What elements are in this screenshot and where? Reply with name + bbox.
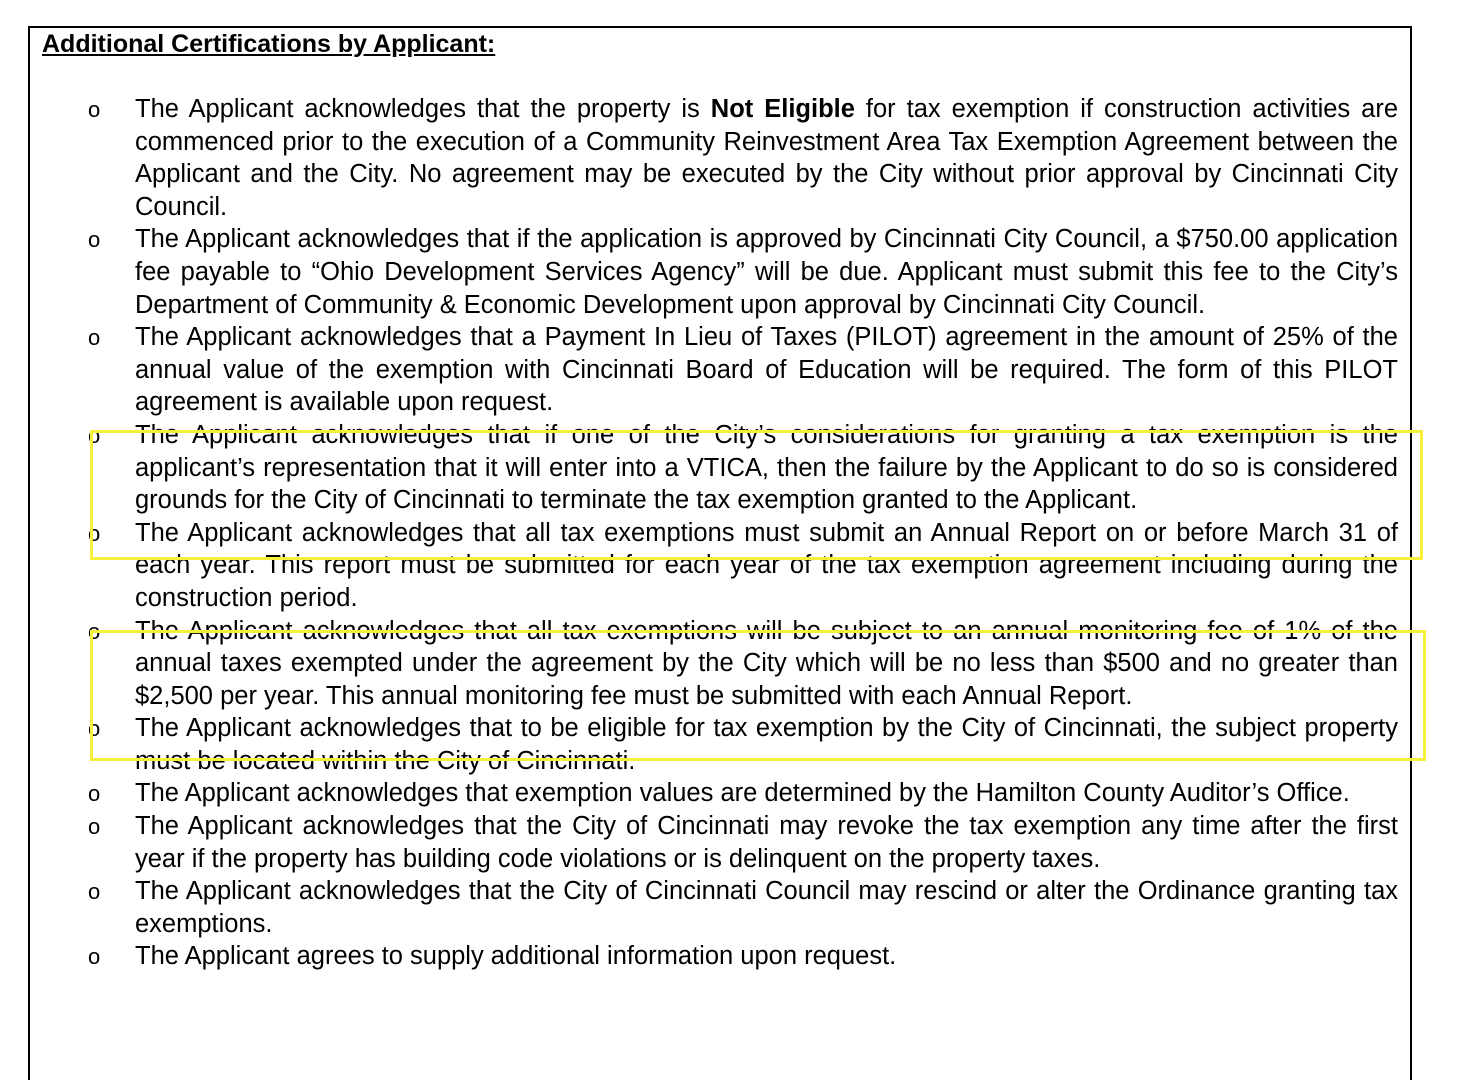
bullet-icon: o (88, 325, 101, 351)
list-item-text: The Applicant acknowledges that the City of Cincinnati may revoke the tax exemption any time after the first year if the property has building code violations or is delinquent on the property taxes. (135, 812, 1398, 873)
bullet-icon: o (88, 618, 101, 644)
list-item (0, 777, 1398, 810)
bullet-icon: o (88, 814, 101, 840)
list-item-text: The Applicant acknowledges that to be eligible for tax exemption by the City of Cincinnati, the subject property must be located within the City of Cincinnati. (135, 714, 1398, 775)
list-item-text: The Applicant acknowledges that all tax exemptions must submit an Annual Report on or before March 31 of each year. This report must be submitted for each year of the tax exemption agreement including during the construction period. (135, 518, 1398, 612)
list-item (0, 940, 1398, 973)
list-item (0, 93, 1398, 223)
list-item (0, 875, 1398, 940)
section-heading: Additional Certifications by Applicant: (42, 30, 496, 58)
certification-list (0, 93, 1482, 973)
bullet-icon: o (88, 227, 101, 253)
list-item (0, 321, 1398, 419)
bullet-icon: o (88, 520, 101, 546)
list-item (0, 712, 1398, 777)
bullet-icon: o (88, 716, 101, 742)
list-item (0, 419, 1398, 517)
list-item-text: The Applicant acknowledges that the property is Not Eligible for tax exemption if construction activities are commenced prior to the execution of a Community Reinvestment Area Tax Exemption Agreement between the Applicant and the City. No agreement may be executed by the City without prior approval by Cincinnati City Council. (135, 95, 1399, 221)
emphasis-not-eligible: Not Eligible (710, 95, 855, 123)
bullet-icon: o (88, 422, 101, 448)
list-item (0, 810, 1398, 875)
list-item (0, 517, 1398, 615)
list-item-text: The Applicant acknowledges that all tax exemptions will be subject to an annual monitoring fee of 1% of the annual taxes exempted under the agreement by the City which will be no less than $500 and no greater than $2,500 per year. This annual monitoring fee must be submitted with each Annual Report. (135, 616, 1398, 710)
bullet-icon: o (88, 97, 101, 122)
list-item (0, 615, 1398, 713)
list-item-text: The Applicant acknowledges that if the application is approved by Cincinnati City Council, a $750.00 application fee payable to “Ohio Development Services Agency” will be due. Applicant must submit this fee to the City’s Department of Community & Economic Development upon approval by Cincinnati City Council. (135, 225, 1398, 319)
list-item-text: The Applicant agrees to supply additional information upon request. (135, 942, 897, 971)
list-item-text: The Applicant acknowledges that exemption values are determined by the Hamilton County Auditor’s Office. (135, 779, 1350, 808)
bullet-icon: o (88, 879, 101, 905)
bullet-icon: o (88, 781, 101, 807)
list-item-text: The Applicant acknowledges that a Payment In Lieu of Taxes (PILOT) agreement in the amount of 25% of the annual value of the exemption with Cincinnati Board of Education will be required. The form of this PILOT agreement is available upon request. (135, 323, 1398, 417)
list-item-text: The Applicant acknowledges that if one of the City’s considerations for granting a tax exemption is the applicant’s representation that it will enter into a VTICA, then the failure by the Applicant to do so is considered grounds for the City of Cincinnati to terminate the tax exemption granted to the Applicant. (135, 420, 1398, 515)
bullet-icon: o (88, 944, 101, 970)
list-item-text: The Applicant acknowledges that the City of Cincinnati Council may rescind or alter the Ordinance granting tax exemptions. (135, 877, 1398, 938)
list-item (0, 223, 1398, 321)
